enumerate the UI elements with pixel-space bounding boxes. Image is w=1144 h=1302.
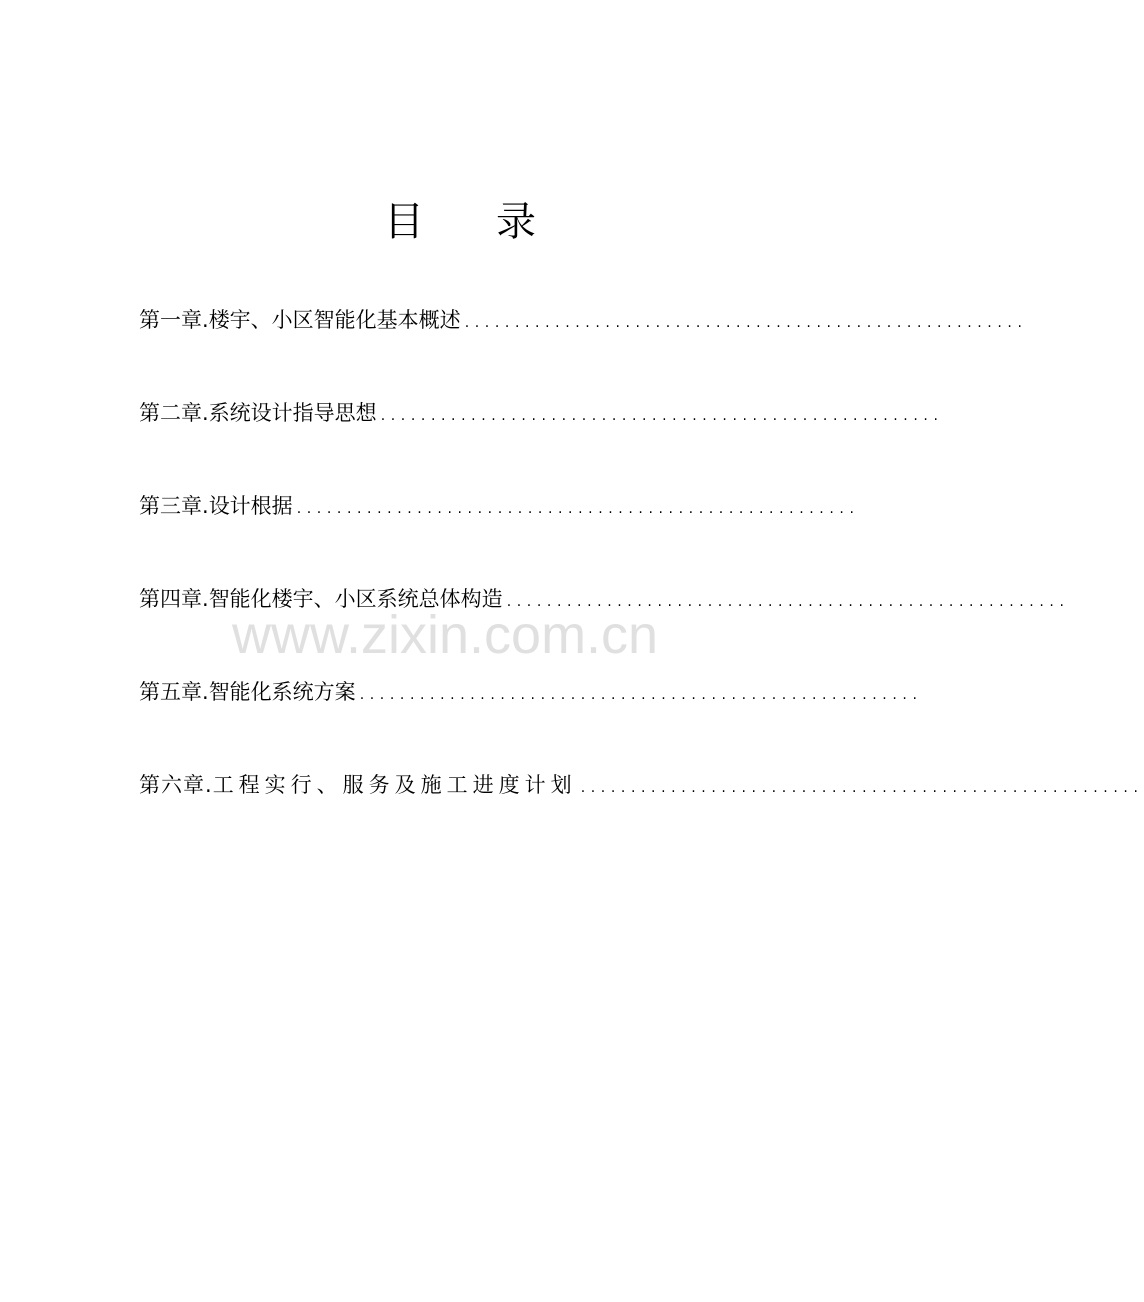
dot-leader: ........................................................ <box>506 594 1070 610</box>
chapter-number: 第二章. <box>139 401 209 425</box>
dot-leader: ........................................................ <box>580 780 1144 796</box>
toc-entry-chapter-1[interactable] <box>139 302 1028 338</box>
chapter-number: 第三章. <box>139 494 209 518</box>
toc-entry-chapter-2[interactable] <box>139 395 944 431</box>
chapter-title: 系统设计指导思想 <box>208 401 377 425</box>
dot-leader: ........................................................ <box>359 687 923 703</box>
chapter-number: 第五章. <box>139 680 209 704</box>
watermark-text: www.zixin.com.cn <box>232 605 659 665</box>
page-title: 目录 <box>384 199 608 245</box>
dot-leader: ........................................................ <box>464 315 1028 331</box>
chapter-number: 第一章. <box>139 308 209 332</box>
chapter-number: 第六章. <box>139 773 213 797</box>
toc-row <box>139 302 1028 395</box>
toc-row <box>139 395 944 488</box>
chapter-title: 设计根据 <box>208 494 293 518</box>
chapter-number: 第四章. <box>139 587 209 611</box>
toc-row <box>139 674 923 767</box>
chapter-title: 工程实行、服务及施工进度计划 <box>212 773 577 797</box>
dot-leader: ........................................................ <box>296 501 860 517</box>
chapter-title: 智能化系统方案 <box>208 680 356 704</box>
chapter-title: 智能化楼宇、小区系统总体构造 <box>208 587 503 611</box>
toc-row <box>139 488 860 581</box>
toc-entry-chapter-5[interactable] <box>139 674 923 710</box>
table-of-contents <box>139 302 1144 860</box>
toc-row <box>139 767 1144 860</box>
toc-entry-chapter-6[interactable] <box>139 767 1144 803</box>
chapter-title: 楼宇、小区智能化基本概述 <box>208 308 461 332</box>
toc-entry-chapter-3[interactable] <box>139 488 860 524</box>
dot-leader: ........................................................ <box>380 408 944 424</box>
